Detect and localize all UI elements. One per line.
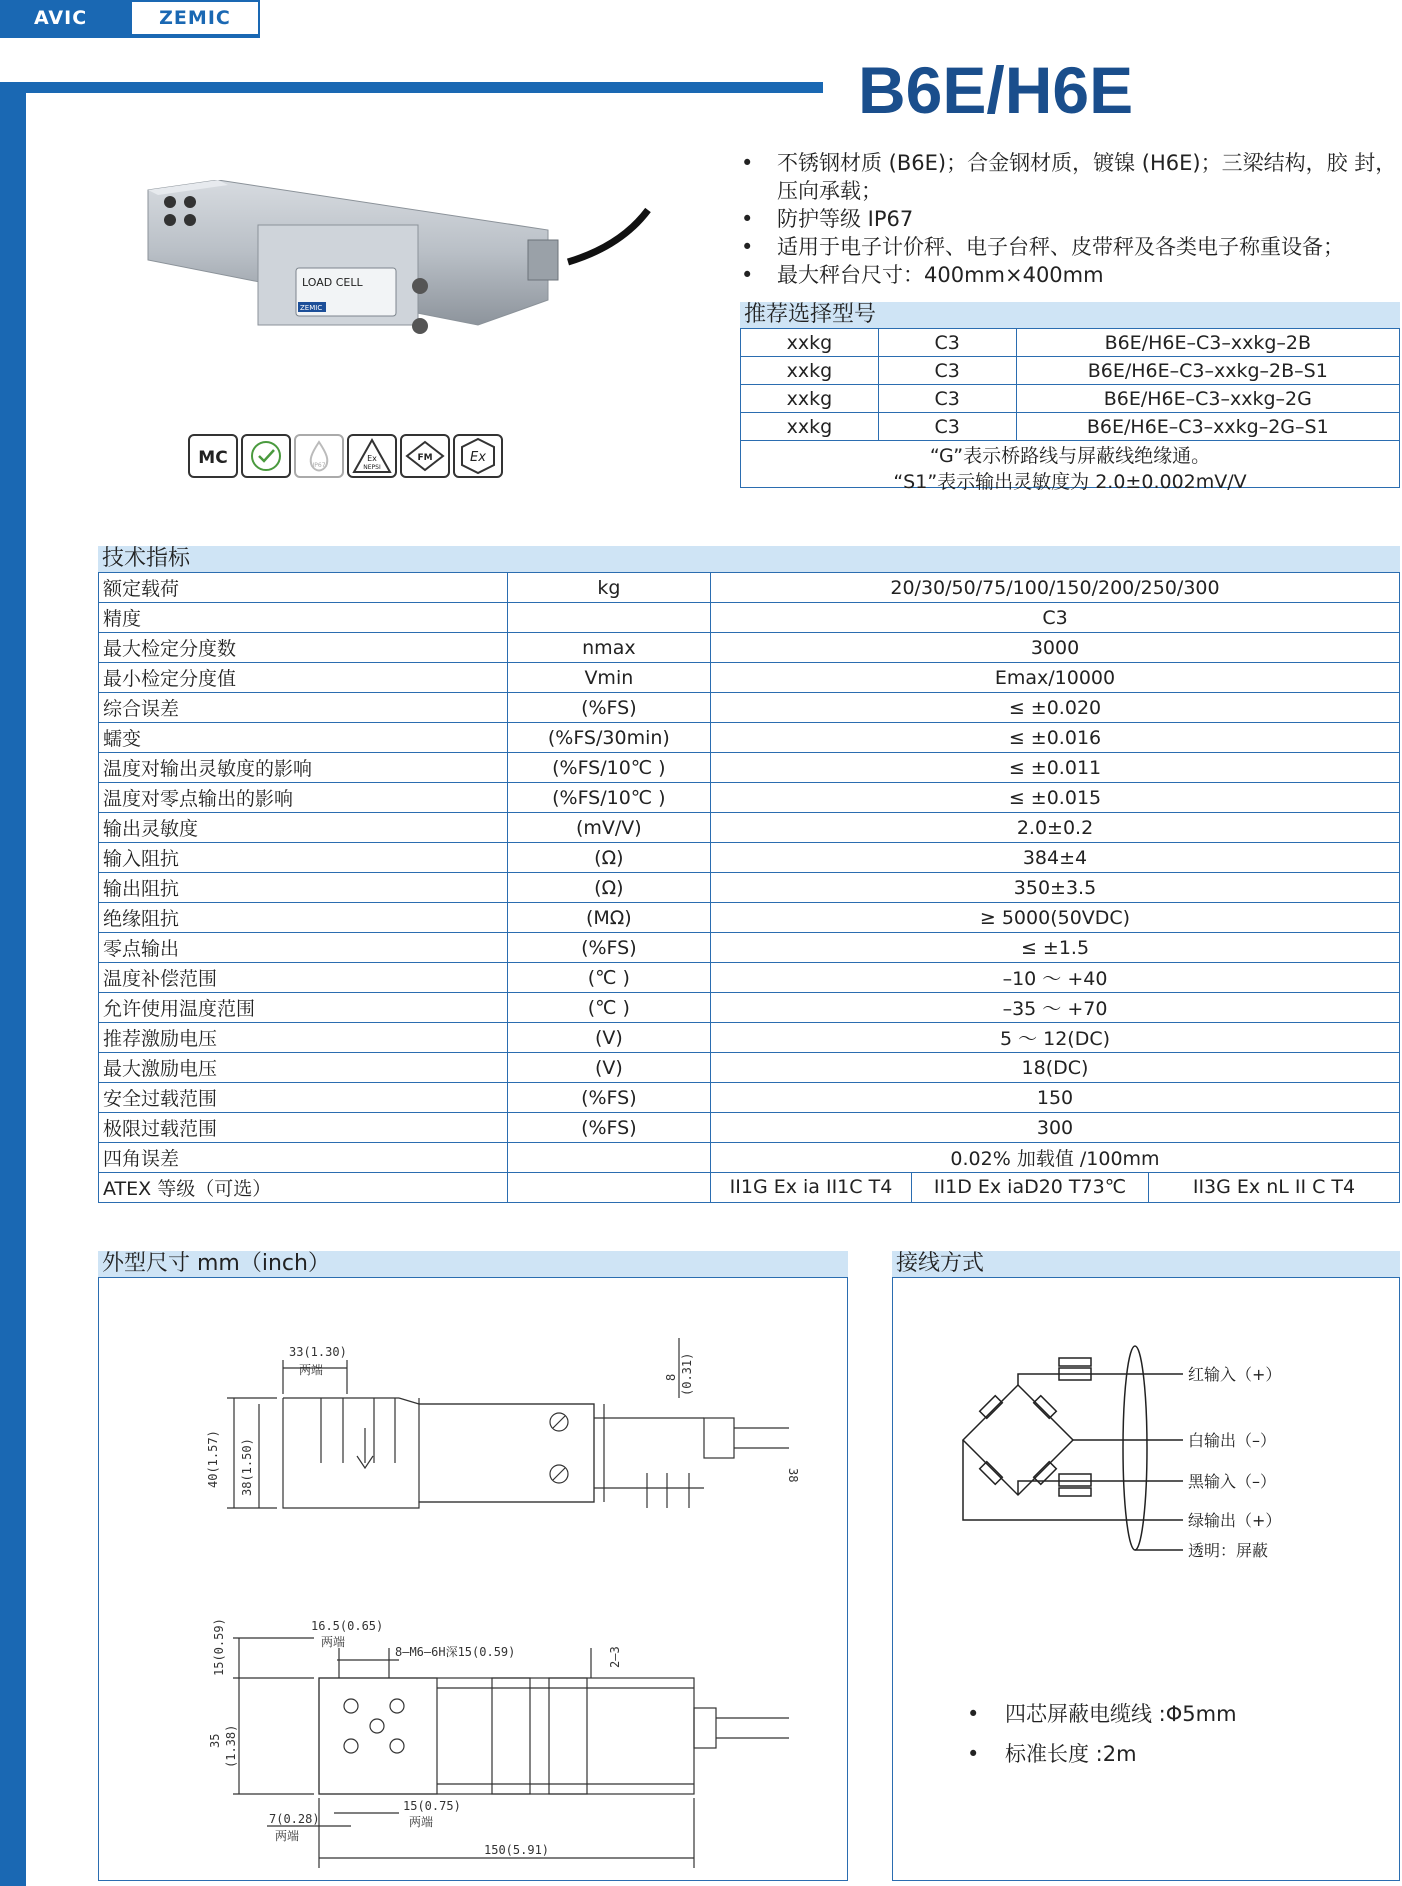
svg-text:IP67: IP67 — [312, 462, 326, 469]
spec-unit-cell: nmax — [507, 633, 710, 663]
table-row — [99, 1143, 1400, 1173]
svg-text:FM: FM — [417, 453, 433, 463]
wire-black-input: 黑输入（–） — [1188, 1472, 1277, 1491]
dimension-drawing — [98, 1277, 848, 1881]
photo-label-text: LOAD CELL — [302, 276, 363, 289]
dim-right-031: (0.31) — [680, 1352, 694, 1396]
spec-unit-cell: (V) — [507, 1023, 710, 1053]
table-row — [99, 813, 1400, 843]
wire-shield: 透明：屏蔽 — [1188, 1541, 1269, 1560]
spec-name-cell: 安全过载范围 — [99, 1083, 508, 1113]
atex-level: II3G Ex nL II C T4 — [1192, 1176, 1356, 1198]
dim-both-ends-1: 两端 — [299, 1363, 324, 1377]
dim-holes: 8–M6–6H深15(0.59) — [395, 1645, 516, 1659]
table-row: xxkg C3 B6E/H6E–C3–xxkg–2G–S1 — [741, 413, 1400, 441]
svg-text:NEPSI: NEPSI — [363, 464, 381, 471]
load-cell-image — [128, 180, 663, 350]
spec-value-cell: 0.02% 加载值 /100mm — [710, 1143, 1399, 1173]
dim-right-38: 38 — [786, 1468, 800, 1483]
spec-name-cell: 推荐激励电压 — [99, 1023, 508, 1053]
spec-value-cell: 384±4 — [710, 843, 1399, 873]
svg-text:Ex: Ex — [367, 454, 377, 463]
spec-unit-cell: (MΩ) — [507, 903, 710, 933]
table-row — [99, 1053, 1400, 1083]
table-row: xxkg C3 B6E/H6E–C3–xxkg–2B — [741, 329, 1400, 357]
spec-value-cell: 300 — [710, 1113, 1399, 1143]
spec-name-cell: 最小检定分度值 — [99, 663, 508, 693]
spec-value-cell: ≤ ±0.015 — [710, 783, 1399, 813]
photo-brand-text: ZEMIC — [300, 304, 323, 312]
cable-info-list — [967, 1694, 1237, 1774]
table-row: xxkg C3 B6E/H6E–C3–xxkg–2B–S1 — [741, 357, 1400, 385]
spec-unit-cell: (%FS/10℃ ) — [507, 753, 710, 783]
svg-text:Ex: Ex — [470, 450, 486, 465]
table-row — [99, 663, 1400, 693]
dim-h138: (1.38) — [224, 1724, 238, 1768]
table-row — [99, 783, 1400, 813]
feature-item: • 适用于电子计价秤、电子台秤、皮带秤及各类电子称重设备； — [741, 235, 1344, 259]
wiring-section-heading: 接线方式 — [892, 1251, 1400, 1277]
spec-unit-cell — [507, 1143, 710, 1173]
feature-item: • 防护等级 IP67 — [741, 207, 914, 231]
spec-value-cell: 150 — [710, 1083, 1399, 1113]
table-row — [99, 1023, 1400, 1053]
wire-red-input: 红输入（+） — [1188, 1365, 1282, 1384]
spec-name-cell: 允许使用温度范围 — [99, 993, 508, 1023]
dim-h15: 15(0.59) — [212, 1618, 226, 1676]
dim-w7: 7(0.28) — [269, 1812, 320, 1826]
spec-name-cell: ATEX 等级（可选） — [99, 1173, 508, 1203]
spec-unit-cell: (%FS/30min) — [507, 723, 710, 753]
model-section-heading: 推荐选择型号 — [740, 302, 1400, 328]
spec-unit-cell: (V) — [507, 1053, 710, 1083]
dimension-section-heading: 外型尺寸 mm（inch） — [98, 1251, 848, 1277]
spec-name-cell: 输出阻抗 — [99, 873, 508, 903]
spec-name-cell: 温度对输出灵敏度的影响 — [99, 753, 508, 783]
spec-value-cell: 5 ～ 12(DC) — [710, 1023, 1399, 1053]
atex-level: II1D Ex iaD20 T73℃ — [912, 1173, 1149, 1202]
wire-green-output: 绿输出（+） — [1188, 1511, 1282, 1530]
product-photo — [128, 180, 663, 350]
spec-name-cell: 精度 — [99, 603, 508, 633]
spec-unit-cell: (%FS) — [507, 1113, 710, 1143]
page-title: B6E/H6E — [858, 53, 1134, 127]
list-item: • 标准长度 :2m — [967, 1742, 1137, 1766]
table-row — [99, 693, 1400, 723]
spec-value-cell: C3 — [710, 603, 1399, 633]
dim-both-ends-2: 两端 — [321, 1635, 346, 1649]
model-section — [740, 328, 1400, 493]
feature-item: • 最大秤台尺寸：400mm×400mm — [741, 263, 1104, 287]
table-row — [99, 633, 1400, 663]
spec-name-cell: 最大激励电压 — [99, 1053, 508, 1083]
list-item: • 四芯屏蔽电缆线 :Φ5mm — [967, 1702, 1237, 1726]
spec-unit-cell: Vmin — [507, 663, 710, 693]
table-row — [99, 843, 1400, 873]
model-table — [740, 328, 1400, 441]
spec-name-cell: 额定载荷 — [99, 573, 508, 603]
spec-value-cell — [710, 1173, 1399, 1203]
spec-name-cell: 最大检定分度数 — [99, 633, 508, 663]
header-accent-bar — [0, 82, 823, 93]
left-accent-bar — [0, 82, 26, 1886]
spec-unit-cell: (Ω) — [507, 873, 710, 903]
spec-value-cell: 350±3.5 — [710, 873, 1399, 903]
spec-name-cell: 蠕变 — [99, 723, 508, 753]
spec-unit-cell: (%FS) — [507, 1083, 710, 1113]
feature-item: 压向承载； — [777, 179, 882, 203]
avic-tag: AVIC — [0, 0, 130, 36]
svg-text:MC: MC — [198, 448, 228, 468]
spec-unit-cell — [507, 603, 710, 633]
spec-name-cell: 温度对零点输出的影响 — [99, 783, 508, 813]
wire-white-output: 白输出（–） — [1188, 1431, 1277, 1450]
table-row — [99, 933, 1400, 963]
spec-name-cell: 输入阻抗 — [99, 843, 508, 873]
spec-name-cell: 极限过载范围 — [99, 1113, 508, 1143]
dim-top-width: 33(1.30) — [289, 1345, 347, 1359]
dim-h35: 35 — [208, 1733, 222, 1748]
dim-right-8: 8 — [664, 1373, 678, 1381]
spec-value-cell: ≥ 5000(50VDC) — [710, 903, 1399, 933]
table-row — [99, 753, 1400, 783]
cert-icon-row — [188, 434, 508, 480]
spec-unit-cell: (℃ ) — [507, 963, 710, 993]
mc-icon — [189, 435, 237, 477]
ex-hexagon-icon — [454, 435, 502, 477]
spec-value-cell: ≤ ±0.011 — [710, 753, 1399, 783]
top-divider — [0, 36, 260, 38]
zemic-tag: ZEMIC — [130, 0, 260, 36]
model-note: “G”表示桥路线与屏蔽线绝缘通。 “S1”表示输出灵敏度为 2.0±0.002mV/V — [893, 445, 1247, 493]
spec-value-cell: –10 ～ +40 — [710, 963, 1399, 993]
spec-name-cell: 零点输出 — [99, 933, 508, 963]
spec-name-cell: 输出灵敏度 — [99, 813, 508, 843]
spec-unit-cell: (%FS/10℃ ) — [507, 783, 710, 813]
dim-both-ends-3: 两端 — [275, 1829, 300, 1843]
table-row — [99, 723, 1400, 753]
spec-value-cell: –35 ～ +70 — [710, 993, 1399, 1023]
atex-level: II1G Ex ia II1C T4 — [711, 1173, 912, 1202]
spec-unit-cell: (mV/V) — [507, 813, 710, 843]
spec-unit-cell — [507, 1173, 710, 1203]
spec-value-cell: ≤ ±0.020 — [710, 693, 1399, 723]
feature-list — [735, 150, 1402, 290]
dim-w165: 16.5(0.65) — [311, 1619, 384, 1633]
spec-value-cell: 2.0±0.2 — [710, 813, 1399, 843]
spec-unit-cell: (%FS) — [507, 693, 710, 723]
fm-approved-icon — [401, 435, 449, 477]
dim-both-ends-4: 两端 — [409, 1815, 434, 1829]
spec-name-cell: 综合误差 — [99, 693, 508, 723]
spec-section-heading: 技术指标 — [98, 546, 1400, 572]
feature-item: • 不锈钢材质 (B6E)；合金钢材质，镀镍 (H6E)；三梁结构，胶 封， — [741, 151, 1397, 175]
spec-unit-cell: (℃ ) — [507, 993, 710, 1023]
dim-overall-height: 40(1.57) — [206, 1430, 220, 1488]
spec-table — [98, 572, 1400, 1203]
spec-name-cell: 温度补偿范围 — [99, 963, 508, 993]
ex-nepsi-icon — [348, 435, 396, 477]
table-row — [99, 963, 1400, 993]
spec-value-cell: 20/30/50/75/100/150/200/250/300 — [710, 573, 1399, 603]
wiring-diagram — [892, 1277, 1400, 1881]
table-row — [99, 903, 1400, 933]
spec-unit-cell: (%FS) — [507, 933, 710, 963]
spec-value-cell: ≤ ±0.016 — [710, 723, 1399, 753]
spec-name-cell: 四角误差 — [99, 1143, 508, 1173]
table-row — [99, 1113, 1400, 1143]
dim-gap: 2–3 — [608, 1646, 622, 1668]
dim-w15: 15(0.75) — [403, 1799, 461, 1813]
spec-unit-cell: (Ω) — [507, 843, 710, 873]
table-row — [99, 993, 1400, 1023]
table-row — [99, 1083, 1400, 1113]
table-row: xxkg C3 B6E/H6E–C3–xxkg–2G — [741, 385, 1400, 413]
spec-value-cell: 18(DC) — [710, 1053, 1399, 1083]
dim-w150: 150(5.91) — [484, 1843, 550, 1857]
laurel-check-icon — [242, 435, 290, 477]
dim-body-height: 38(1.50) — [240, 1438, 254, 1496]
table-row — [99, 573, 1400, 603]
table-row — [99, 603, 1400, 633]
spec-value-cell: 3000 — [710, 633, 1399, 663]
spec-unit-cell: kg — [507, 573, 710, 603]
table-row — [99, 873, 1400, 903]
spec-value-cell: ≤ ±1.5 — [710, 933, 1399, 963]
spec-value-cell: Emax/10000 — [710, 663, 1399, 693]
ip67-drop-icon — [295, 435, 343, 477]
spec-name-cell: 绝缘阻抗 — [99, 903, 508, 933]
table-row — [99, 1173, 1400, 1203]
